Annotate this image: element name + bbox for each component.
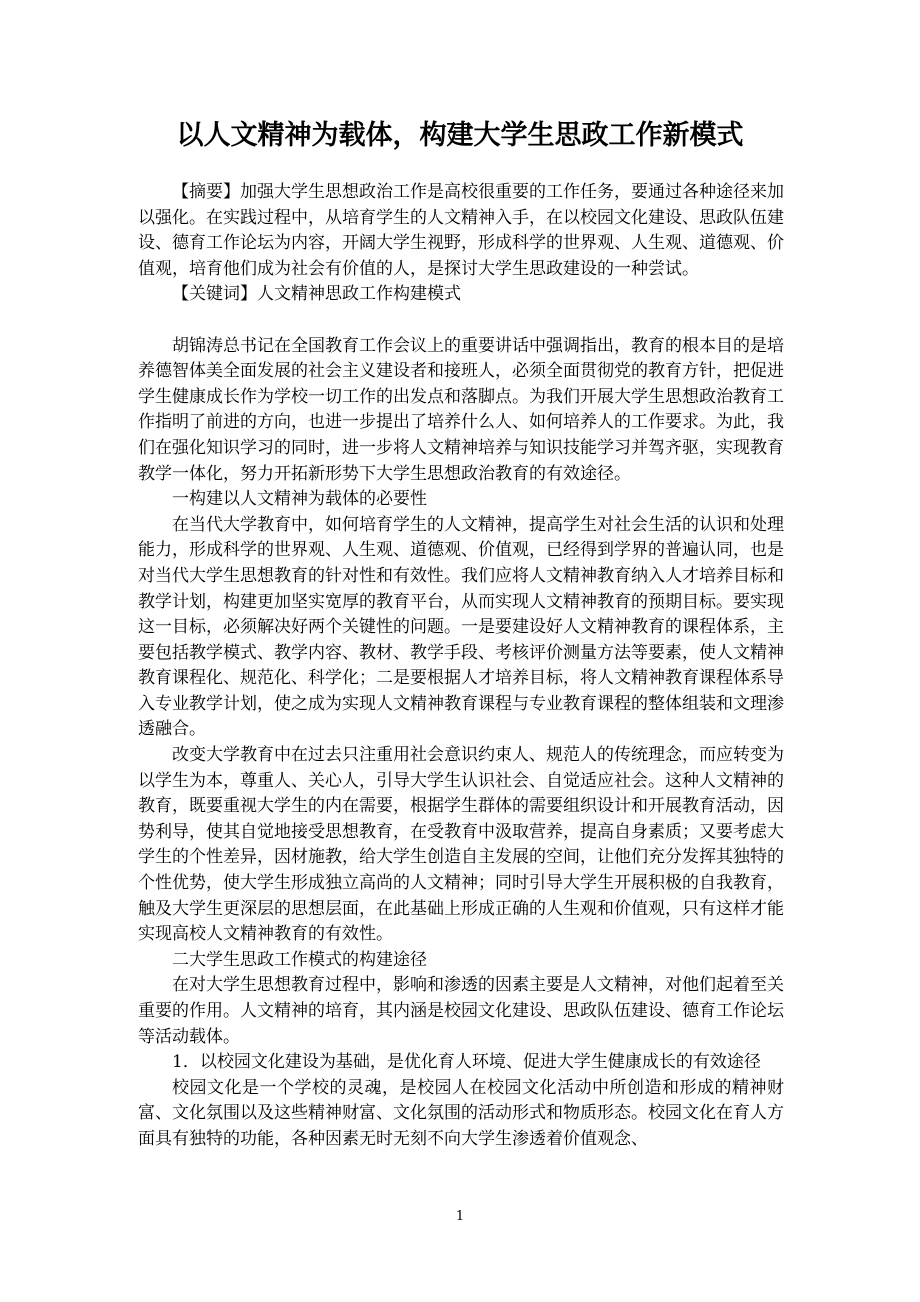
body-paragraph: 校园文化是一个学校的灵魂，是校园人在校园文化活动中所创造和形成的精神财富、文化氛围以及这些精神财富、文化氛围的活动形式和物质形态。校园文化在育人方面具有独特的功能，各种因素无时无刻不向大学生渗透着价值观念、 [138,1077,784,1149]
section-heading-1: 一构建以人文精神为载体的必要性 [172,489,427,510]
subsection-heading-1: 1．以校园文化建设为基础，是优化育人环境、促进大学生健康成长的有效途径 [172,1052,761,1073]
page-number: 1 [455,1209,465,1224]
document-body [138,180,784,1153]
body-paragraph: 胡锦涛总书记在全国教育工作会议上的重要讲话中强调指出，教育的根本目的是培养德智体美全面发展的社会主义建设者和接班人，必须全面贯彻党的教育方针，把促进学生健康成长作为学校一切工作的出发点和落脚点。为我们开展大学生思想政治教育工作指明了前进的方向，也进一步提出了培养什么人、如何培养人的工作要求。为此，我们在强化知识学习的同时，进一步将人文精神培养与知识技能学习并驾齐驱，实现教育教学一体化，努力开拓新形势下大学生思想政治教育的有效途径。 [138,335,784,484]
body-paragraph: 改变大学教育中在过去只注重用社会意识约束人、规范人的传统理念，而应转变为以学生为本，尊重人、关心人，引导大学生认识社会、自觉适应社会。这种人文精神的教育，既要重视大学生的内在需要，根据学生群体的需要组织设计和开展教育活动，因势利导，使其自觉地接受思想教育，在受教育中汲取营养，提高自身素质；又要考虑大学生的个性差异，因材施教，给大学生创造自主发展的空间，让他们充分发挥其独特的个性优势，使大学生形成独立高尚的人文精神；同时引导大学生开展积极的自我教育，触及大学生更深层的思想层面，在此基础上形成正确的人生观和价值观，只有这样才能实现高校人文精神教育的有效性。 [138,745,784,945]
keywords-paragraph: 【关键词】人文精神思政工作构建模式 [172,284,461,305]
blank-line [138,308,784,334]
document-title: 以人文精神为载体，构建大学生思政工作新模式 [176,120,744,151]
abstract-paragraph: 【摘要】加强大学生思想政治工作是高校很重要的工作任务，要通过各种途径来加以强化。在实践过程中，从培育学生的人文精神入手，在以校园文化建设、思政队伍建设、德育工作论坛为内容，开阔大学生视野，形成科学的世界观、人生观、道德观、价值观，培育他们成为社会有价值的人，是探讨大学生思政建设的一种尝试。 [138,182,784,279]
body-paragraph: 在当代大学教育中，如何培育学生的人文精神，提高学生对社会生活的认识和处理能力，形成科学的世界观、人生观、道德观、价值观，已经得到学界的普遍认同，也是对当代大学生思想教育的针对性和有效性。我们应将人文精神教育纳入人才培养目标和教学计划，构建更加坚实宽厚的教育平台，从而实现人文精神教育的预期目标。要实现这一目标，必须解决好两个关键性的问题。一是要建设好人文精神教育的课程体系，主要包括教学模式、教学内容、教材、教学手段、考核评价测量方法等要素，使人文精神教育课程化、规范化、科学化；二是要根据人才培养目标，将人文精神教育课程体系导入专业教学计划，使之成为实现人文精神教育课程与专业教育课程的整体组装和文理渗透融合。 [138,514,784,740]
body-paragraph: 在对大学生思想教育过程中，影响和渗透的因素主要是人文精神，对他们起着至关重要的作用。人文精神的培育，其内涵是校园文化建设、思政队伍建设、德育工作论坛等活动载体。 [138,975,784,1047]
section-heading-2: 二大学生思政工作模式的构建途径 [172,949,427,970]
